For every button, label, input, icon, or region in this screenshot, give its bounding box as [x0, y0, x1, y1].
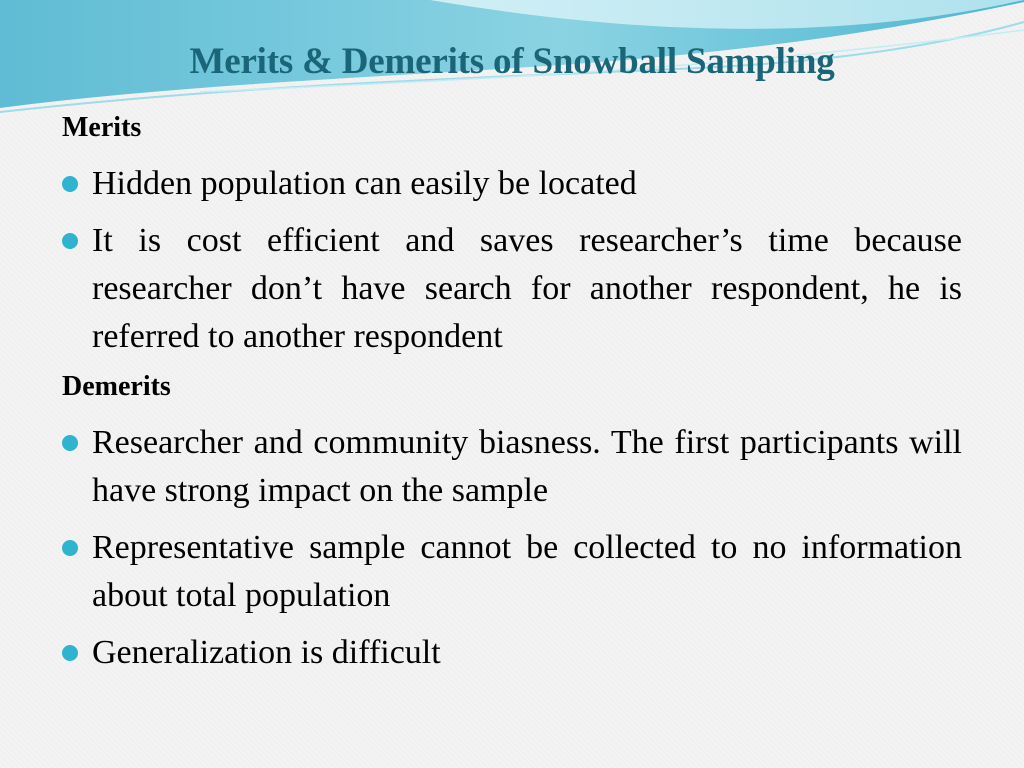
- bullet-dot-icon: [62, 540, 78, 556]
- merit-item-2: [62, 217, 962, 361]
- slide-title: Merits & Demerits of Snowball Sampling: [189, 41, 835, 82]
- demerit-item-2-text: Representative sample cannot be collected to no information about total population: [92, 529, 962, 614]
- demerit-item-1-text: Researcher and community biasness. The first participants will have strong impact on the sample: [92, 424, 962, 509]
- demerit-item-1: [62, 419, 962, 515]
- demerits-heading: Demerits: [62, 371, 171, 402]
- merits-heading: Merits: [62, 112, 142, 143]
- merit-item-1: [62, 160, 962, 208]
- demerit-item-2: [62, 524, 962, 620]
- merit-item-2-text: It is cost efficient and saves researcher’s time because researcher don’t have search for another respondent, he is referred to another respondent: [92, 222, 962, 355]
- demerit-item-3-text: Generalization is difficult: [92, 634, 441, 671]
- bullet-dot-icon: [62, 645, 78, 661]
- bullet-dot-icon: [62, 176, 78, 192]
- merit-item-1-text: Hidden population can easily be located: [92, 165, 637, 202]
- bullet-dot-icon: [62, 233, 78, 249]
- bullet-dot-icon: [62, 435, 78, 451]
- demerit-item-3: [62, 629, 962, 677]
